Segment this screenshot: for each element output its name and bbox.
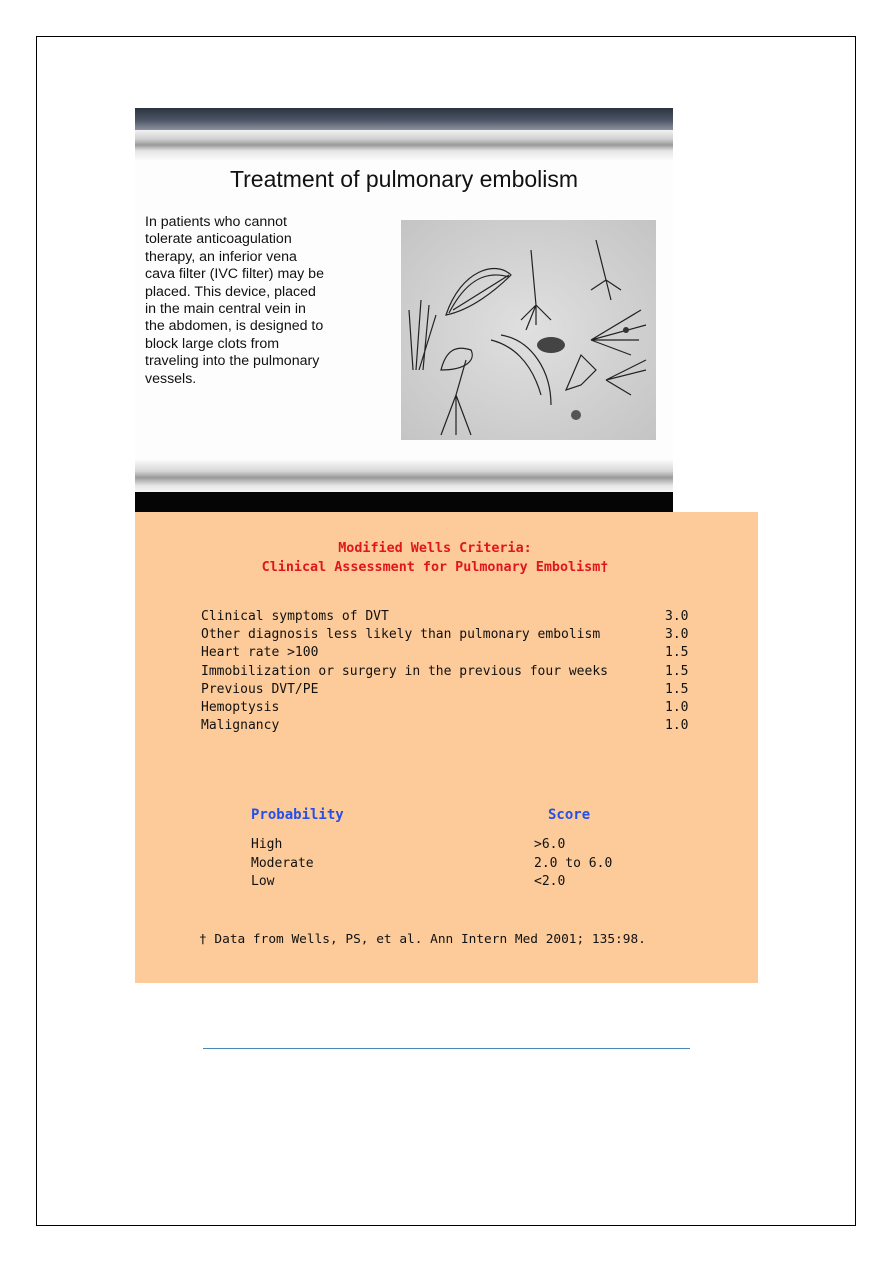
slide-top-bar [135,108,673,130]
criteria-label: Other diagnosis less likely than pulmonary embolism [201,627,601,643]
criteria-points: 1.5 [665,645,689,661]
criteria-row [201,627,691,645]
criteria-points: 1.0 [665,699,689,715]
probability-label: High [251,837,283,852]
criteria-points: 3.0 [665,609,689,624]
slide-body-line: the abdomen, is designed to [145,318,324,335]
criteria-row [201,700,691,718]
criteria-label: Heart rate >100 [201,645,319,661]
wells-title-line1: Modified Wells Criteria: [338,541,532,556]
slide-body-text [145,214,393,388]
criteria-label: Clinical symptoms of DVT [201,609,389,624]
wells-title-line2: Clinical Assessment for Pulmonary Embolism† [261,560,609,575]
criteria-row [201,645,691,663]
criteria-list [201,609,691,736]
criteria-row [201,609,691,627]
slide-bottom-chrome [135,460,673,492]
probability-row [251,856,671,875]
footnote: † Data from Wells, PS, et al. Ann Intern Med 2001; 135:98. [199,932,646,947]
slide-top-chrome [135,130,673,160]
criteria-label: Hemoptysis [201,699,280,715]
probability-score: <2.0 [534,874,566,889]
slide-body-line: traveling into the pulmonary [145,353,320,370]
criteria-points: 3.0 [665,627,689,643]
criteria-points: 1.5 [665,681,689,697]
slide-body-line: In patients who cannot [145,214,287,230]
criteria-label: Immobilization or surgery in the previous four weeks [201,663,608,679]
slide-body-line: vessels. [145,370,197,387]
wells-title [135,539,735,577]
slide-body-line: tolerate anticoagulation [145,231,292,248]
ivc-filters-photo [401,220,656,440]
slide-body-line: therapy, an inferior vena [145,248,297,265]
slide [135,108,673,512]
criteria-row [201,718,691,736]
criteria-label: Malignancy [201,718,280,734]
criteria-points: 1.0 [665,718,689,734]
slide-body-line: cava filter (IVC filter) may be [145,266,324,283]
probability-score: >6.0 [534,837,566,852]
criteria-label: Previous DVT/PE [201,681,319,697]
probability-row [251,874,671,893]
slide-bottom-bar [135,492,673,512]
probability-label: Low [251,874,275,889]
probability-row [251,837,671,856]
slide-body-line: placed. This device, placed [145,283,316,300]
horizontal-rule [203,1048,690,1049]
criteria-row [201,682,691,700]
probability-score: 2.0 to 6.0 [534,855,613,871]
probability-label: Moderate [251,855,314,871]
criteria-points: 1.5 [665,663,689,679]
probability-list [251,837,671,893]
ivc-filters-drawing [401,220,656,440]
wells-criteria-panel [135,512,758,983]
slide-body-line: in the main central vein in [145,301,306,318]
criteria-row [201,664,691,682]
slide-body-line: block large clots from [145,335,280,352]
probability-header: Probability [251,807,344,823]
slide-title: Treatment of pulmonary embolism [229,166,579,192]
score-header: Score [548,807,591,823]
